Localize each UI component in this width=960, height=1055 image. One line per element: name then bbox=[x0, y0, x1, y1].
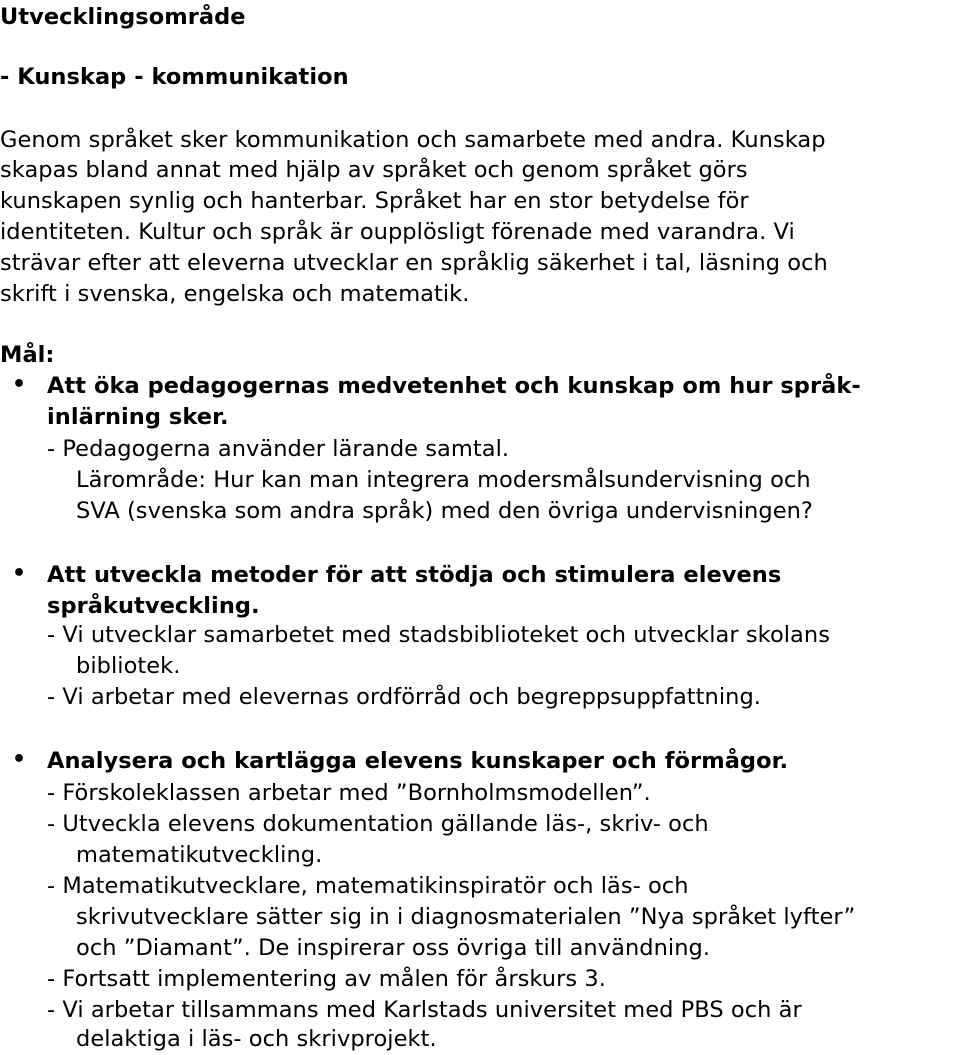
goal-title-line: Analysera och kartlägga elevens kunskaper och förmågor. bbox=[47, 748, 789, 774]
goal-item: SVA (svenska som andra språk) med den övriga undervisningen? bbox=[76, 498, 813, 524]
goal-item: matematikutveckling. bbox=[76, 842, 323, 868]
intro-line: Genom språket sker kommunikation och samarbete med andra. Kunskap bbox=[0, 127, 826, 153]
goal-item: - Förskoleklassen arbetar med ”Bornholmsmodellen”. bbox=[47, 780, 651, 806]
intro-line: skapas bland annat med hjälp av språket och genom språket görs bbox=[0, 157, 748, 183]
goal-item: Lärområde: Hur kan man integrera modersmålsundervisning och bbox=[76, 467, 811, 493]
bullet-icon: • bbox=[12, 561, 27, 586]
goal-item: - Pedagogerna använder lärande samtal. bbox=[47, 436, 510, 462]
bullet-icon: • bbox=[12, 747, 27, 772]
goal-item: - Vi arbetar med elevernas ordförråd och begreppsuppfattning. bbox=[47, 684, 762, 710]
goal-title-line: inlärning sker. bbox=[47, 404, 229, 430]
bullet-icon: • bbox=[12, 372, 27, 397]
goal-item: - Vi utvecklar samarbetet med stadsbiblioteket och utvecklar skolans bbox=[47, 622, 830, 648]
goal-item: - Matematikutvecklare, matematikinspiratör och läs- och bbox=[47, 873, 689, 899]
intro-line: skrift i svenska, engelska och matematik. bbox=[0, 281, 470, 307]
goal-title-line: språkutveckling. bbox=[47, 593, 260, 619]
goal-item: skrivutvecklare sätter sig in i diagnosmaterialen ”Nya språket lyfter” bbox=[76, 904, 856, 930]
intro-line: identiteten. Kultur och språk är oupplösligt förenade med varandra. Vi bbox=[0, 219, 795, 245]
document-heading: Utvecklingsområde bbox=[0, 4, 246, 30]
goals-label: Mål: bbox=[0, 342, 55, 368]
goal-title-line: Att öka pedagogernas medvetenhet och kunskap om hur språk- bbox=[47, 373, 861, 399]
goal-item: - Utveckla elevens dokumentation gällande läs-, skriv- och bbox=[47, 811, 709, 837]
document-subheading: - Kunskap - kommunikation bbox=[0, 64, 349, 90]
goal-item: - Fortsatt implementering av målen för årskurs 3. bbox=[47, 966, 606, 992]
intro-line: strävar efter att eleverna utvecklar en språklig säkerhet i tal, läsning och bbox=[0, 250, 828, 276]
goal-title-line: Att utveckla metoder för att stödja och stimulera elevens bbox=[47, 562, 782, 588]
goal-item: bibliotek. bbox=[76, 653, 181, 679]
goal-item: - Vi arbetar tillsammans med Karlstads universitet med PBS och är bbox=[47, 997, 802, 1023]
intro-line: kunskapen synlig och hanterbar. Språket har en stor betydelse för bbox=[0, 188, 749, 214]
goal-item: och ”Diamant”. De inspirerar oss övriga till användning. bbox=[76, 935, 711, 961]
goal-item: delaktiga i läs- och skrivprojekt. bbox=[76, 1026, 437, 1052]
